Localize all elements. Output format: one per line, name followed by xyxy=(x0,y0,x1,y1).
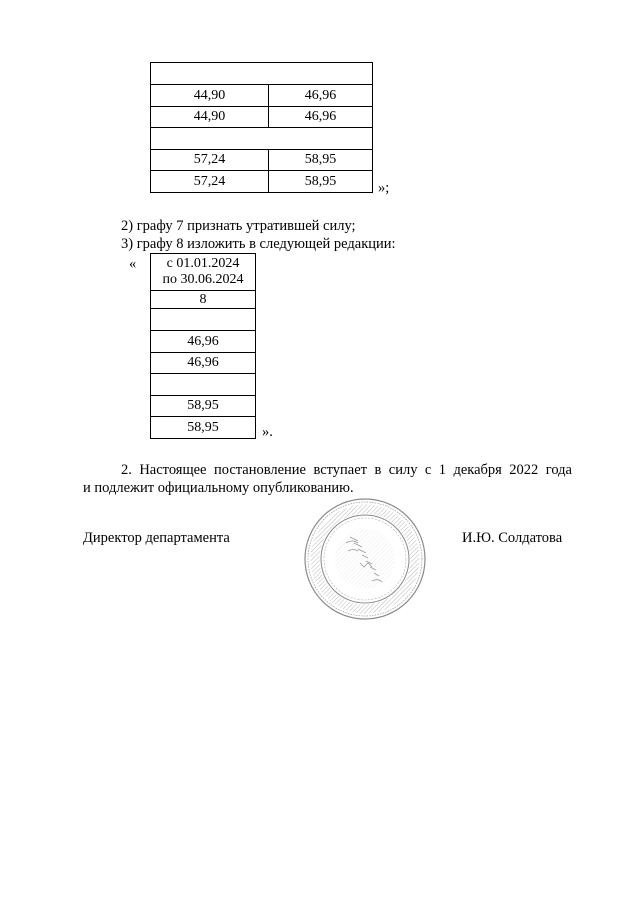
table-cell xyxy=(151,374,256,396)
period-end: по 30.06.2024 xyxy=(162,272,244,287)
table-row xyxy=(151,395,256,417)
item-2-text: 2) графу 7 признать утратившей силу; xyxy=(121,218,356,234)
table-cell: 58,95 xyxy=(269,171,373,193)
table-cell: 57,24 xyxy=(151,149,269,171)
tariff-table-continuation xyxy=(150,62,373,193)
column-8-table xyxy=(150,253,256,439)
table-cell xyxy=(151,63,373,85)
table-row xyxy=(151,291,256,309)
table-cell: 58,95 xyxy=(151,395,256,417)
table-cell xyxy=(151,128,373,150)
column-number: 8 xyxy=(151,291,256,309)
table-row xyxy=(151,352,256,374)
period-header xyxy=(151,254,256,291)
table1-closing-mark: »; xyxy=(378,180,390,196)
table-row xyxy=(151,309,256,331)
table-row xyxy=(151,171,373,193)
table-row xyxy=(151,85,373,107)
paragraph-2-line-1: 2. Настоящее постановление вступает в силу с 1 декабря 2022 года xyxy=(121,462,572,478)
paragraph-2-line-2: и подлежит официальному опубликованию. xyxy=(83,480,354,496)
table-row xyxy=(151,374,256,396)
table-cell: 46,96 xyxy=(269,85,373,107)
table2-opening-mark: « xyxy=(129,256,137,272)
official-seal-stamp xyxy=(302,497,428,621)
table-cell: 57,24 xyxy=(151,171,269,193)
table-cell: 46,96 xyxy=(151,331,256,353)
table-cell: 58,95 xyxy=(151,417,256,439)
table-cell: 46,96 xyxy=(151,352,256,374)
table-row xyxy=(151,106,373,128)
table-cell: 44,90 xyxy=(151,85,269,107)
item-3-text: 3) графу 8 изложить в следующей редакции: xyxy=(121,236,396,252)
table-row xyxy=(151,417,256,439)
table-row xyxy=(151,63,373,85)
table-cell: 46,96 xyxy=(269,106,373,128)
table-cell: 44,90 xyxy=(151,106,269,128)
signatory-position: Директор департамента xyxy=(83,530,230,546)
table-row xyxy=(151,331,256,353)
table2-closing-mark: ». xyxy=(262,424,273,440)
period-start: с 01.01.2024 xyxy=(166,256,240,271)
table-row xyxy=(151,128,373,150)
signatory-name: И.Ю. Солдатова xyxy=(462,530,563,546)
table-row xyxy=(151,149,373,171)
table-cell: 58,95 xyxy=(269,149,373,171)
table-row xyxy=(151,254,256,291)
table-cell xyxy=(151,309,256,331)
